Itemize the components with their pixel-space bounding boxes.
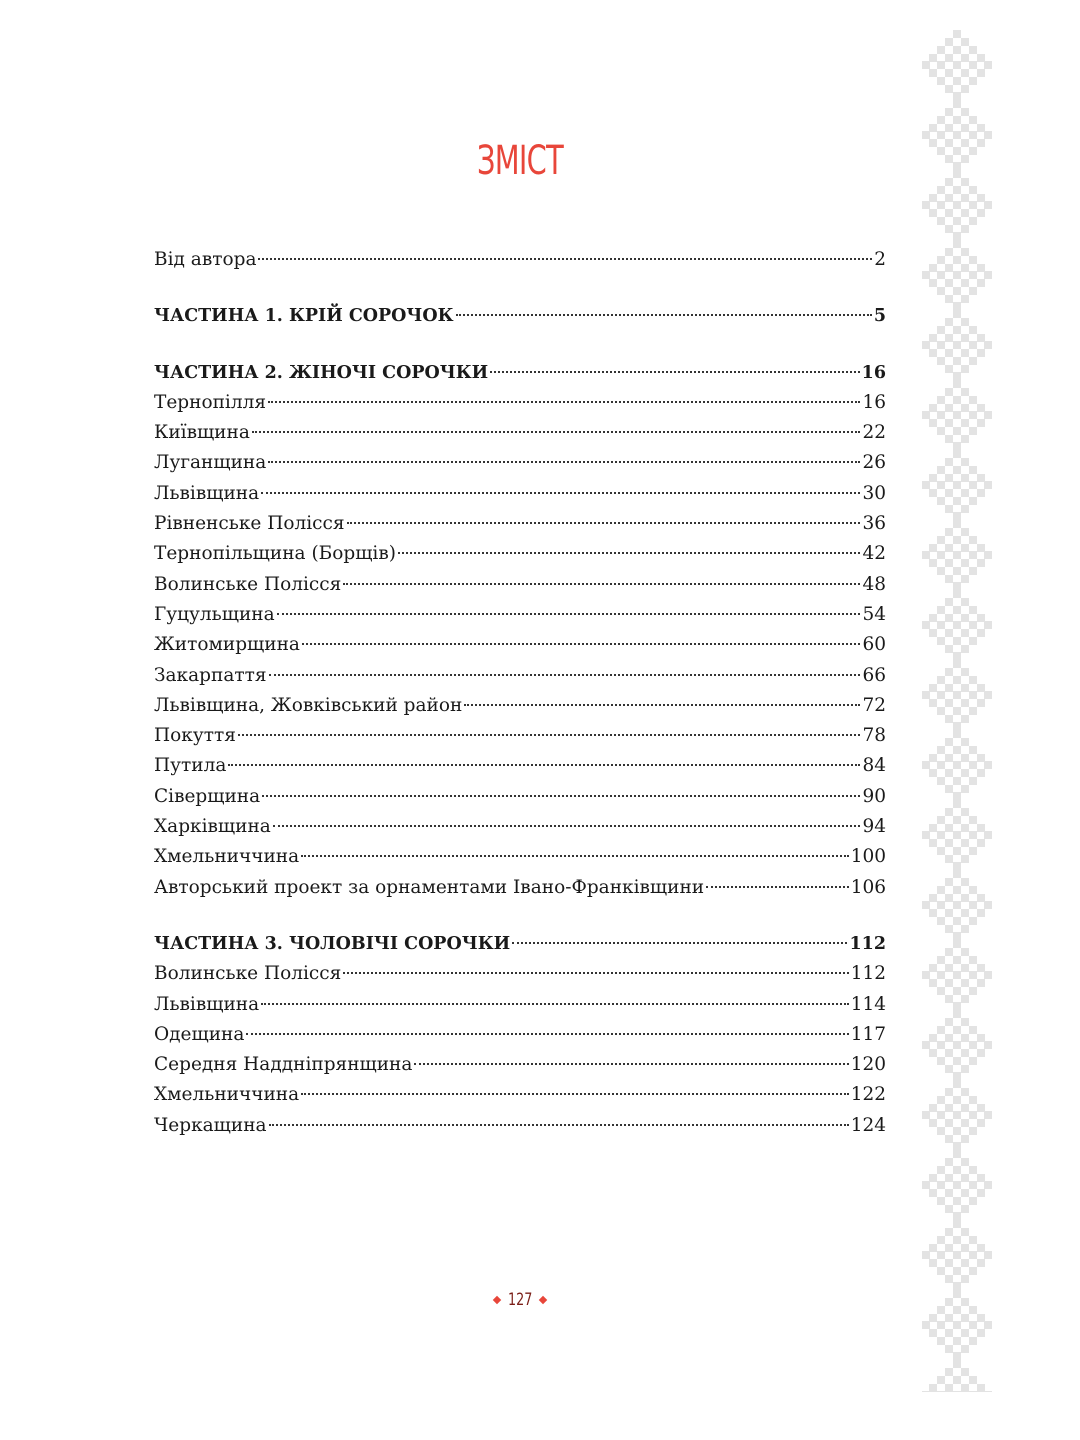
toc-label: ЧАСТИНА 2. ЖІНОЧІ СОРОЧКИ [154, 362, 489, 383]
toc-page-number: 42 [862, 543, 886, 565]
toc-page-number: 84 [862, 755, 886, 777]
toc-page-number: 112 [850, 963, 886, 985]
toc-row [154, 245, 886, 275]
toc-page-number: 78 [862, 725, 886, 747]
toc-dot-leader [301, 1093, 849, 1095]
toc-row [154, 691, 886, 721]
toc-page-number: 16 [861, 362, 886, 383]
toc-page-number: 5 [873, 306, 886, 327]
toc-label: Гуцульщина [154, 603, 275, 625]
page-number: 127 [507, 1290, 533, 1310]
toc-row [154, 959, 886, 989]
toc-dot-leader [706, 886, 849, 888]
toc-part-row [154, 929, 886, 959]
toc-label: Покуття [154, 725, 236, 747]
diamond-right-icon [539, 1296, 547, 1304]
toc-row [154, 448, 886, 478]
toc-dot-leader [252, 431, 861, 433]
toc-label: Луганщина [154, 452, 267, 474]
toc-label: ЧАСТИНА 1. КРІЙ СОРОЧОК [154, 306, 454, 327]
toc-dot-leader [302, 643, 861, 645]
toc-label: Сіверщина [154, 785, 261, 807]
toc-page-number: 22 [862, 422, 886, 444]
toc-label: Житомирщина [154, 634, 300, 656]
toc-page-number: 26 [862, 452, 886, 474]
toc-row [154, 1111, 886, 1141]
toc-row [154, 1050, 886, 1080]
toc-label: Львівщина [154, 993, 260, 1015]
toc-row [154, 509, 886, 539]
toc-row [154, 990, 886, 1020]
toc-row [154, 1020, 886, 1050]
toc-row [154, 721, 886, 751]
toc-row [154, 782, 886, 812]
toc-dot-leader [258, 258, 872, 260]
toc-label: Від автора [154, 249, 257, 270]
toc-dot-leader [262, 795, 860, 797]
toc-part-row [154, 358, 886, 388]
toc-page-number: 72 [862, 694, 886, 716]
toc-dot-leader [464, 704, 860, 706]
toc-dot-leader [268, 461, 860, 463]
toc-row [154, 479, 886, 509]
toc-label: ЧАСТИНА 3. ЧОЛОВІЧІ СОРОЧКИ [154, 933, 511, 954]
toc-page-number: 30 [862, 482, 886, 504]
toc-label: Закарпаття [154, 664, 267, 686]
toc-label: Харківщина [154, 816, 271, 838]
toc-dot-leader [347, 522, 861, 524]
toc-dot-leader [228, 764, 860, 766]
page-number-footer [0, 1290, 1040, 1310]
toc-label: Тернопільщина (Борщів) [154, 543, 396, 565]
toc-label: Середня Наддніпрянщина [154, 1054, 413, 1076]
toc-row [154, 570, 886, 600]
toc-label: Хмельниччина [154, 846, 300, 868]
toc-label: Путила [154, 755, 227, 777]
toc-page-number: 66 [862, 664, 886, 686]
toc-row [154, 661, 886, 691]
toc-page-number: 100 [850, 846, 886, 868]
toc-row [154, 388, 886, 418]
toc-row [154, 812, 886, 842]
embroidery-ornament-border [922, 30, 992, 1392]
toc-dot-leader [238, 734, 861, 736]
toc-part-row [154, 301, 886, 331]
diamond-left-icon [493, 1296, 501, 1304]
toc-dot-leader [269, 1124, 849, 1126]
toc-dot-leader [490, 371, 859, 373]
toc-row [154, 630, 886, 660]
toc-label: Хмельниччина [154, 1084, 300, 1106]
toc-label: Львівщина [154, 482, 260, 504]
toc-dot-leader [398, 552, 860, 554]
toc-row [154, 842, 886, 872]
toc-dot-leader [414, 1063, 848, 1065]
toc-label: Волинське Полісся [154, 963, 342, 985]
toc-page-number: 94 [862, 816, 886, 838]
toc-label: Львівщина, Жовківський район [154, 694, 463, 716]
toc-page-number: 16 [862, 391, 886, 413]
toc-page-number: 106 [850, 876, 886, 898]
toc-dot-leader [343, 583, 860, 585]
toc-label: Черкащина [154, 1114, 267, 1136]
toc-dot-leader [301, 855, 849, 857]
table-of-contents [154, 245, 886, 1141]
toc-page-number: 122 [850, 1084, 886, 1106]
toc-label: Волинське Полісся [154, 573, 342, 595]
toc-page-number: 2 [874, 249, 886, 270]
toc-page-number: 54 [862, 603, 886, 625]
toc-page-number: 48 [862, 573, 886, 595]
toc-dot-leader [277, 613, 861, 615]
toc-label: Рівненське Полісся [154, 513, 345, 535]
toc-dot-leader [456, 314, 872, 316]
toc-row [154, 1080, 886, 1110]
toc-dot-leader [512, 942, 847, 944]
toc-label: Авторський проект за орнаментами Івано-Франківщини [154, 876, 705, 898]
toc-page-number: 120 [850, 1054, 886, 1076]
toc-row [154, 873, 886, 903]
toc-label: Київщина [154, 422, 250, 444]
toc-page-number: 36 [862, 513, 886, 535]
toc-dot-leader [269, 674, 861, 676]
toc-page-number: 90 [862, 785, 886, 807]
toc-label: Одещина [154, 1023, 245, 1045]
page-title: ЗМІСТ [477, 138, 563, 184]
toc-dot-leader [261, 492, 860, 494]
toc-dot-leader [273, 825, 861, 827]
toc-dot-leader [268, 401, 860, 403]
toc-page-number: 124 [850, 1114, 886, 1136]
toc-row [154, 751, 886, 781]
toc-page-number: 117 [850, 1023, 886, 1045]
toc-dot-leader [246, 1033, 848, 1035]
toc-page-number: 60 [862, 634, 886, 656]
toc-page-number: 114 [850, 993, 886, 1015]
toc-dot-leader [261, 1003, 849, 1005]
toc-row [154, 539, 886, 569]
toc-dot-leader [343, 972, 848, 974]
toc-row [154, 600, 886, 630]
toc-row [154, 418, 886, 448]
toc-label: Тернопілля [154, 391, 267, 413]
toc-page-number: 112 [849, 933, 886, 954]
